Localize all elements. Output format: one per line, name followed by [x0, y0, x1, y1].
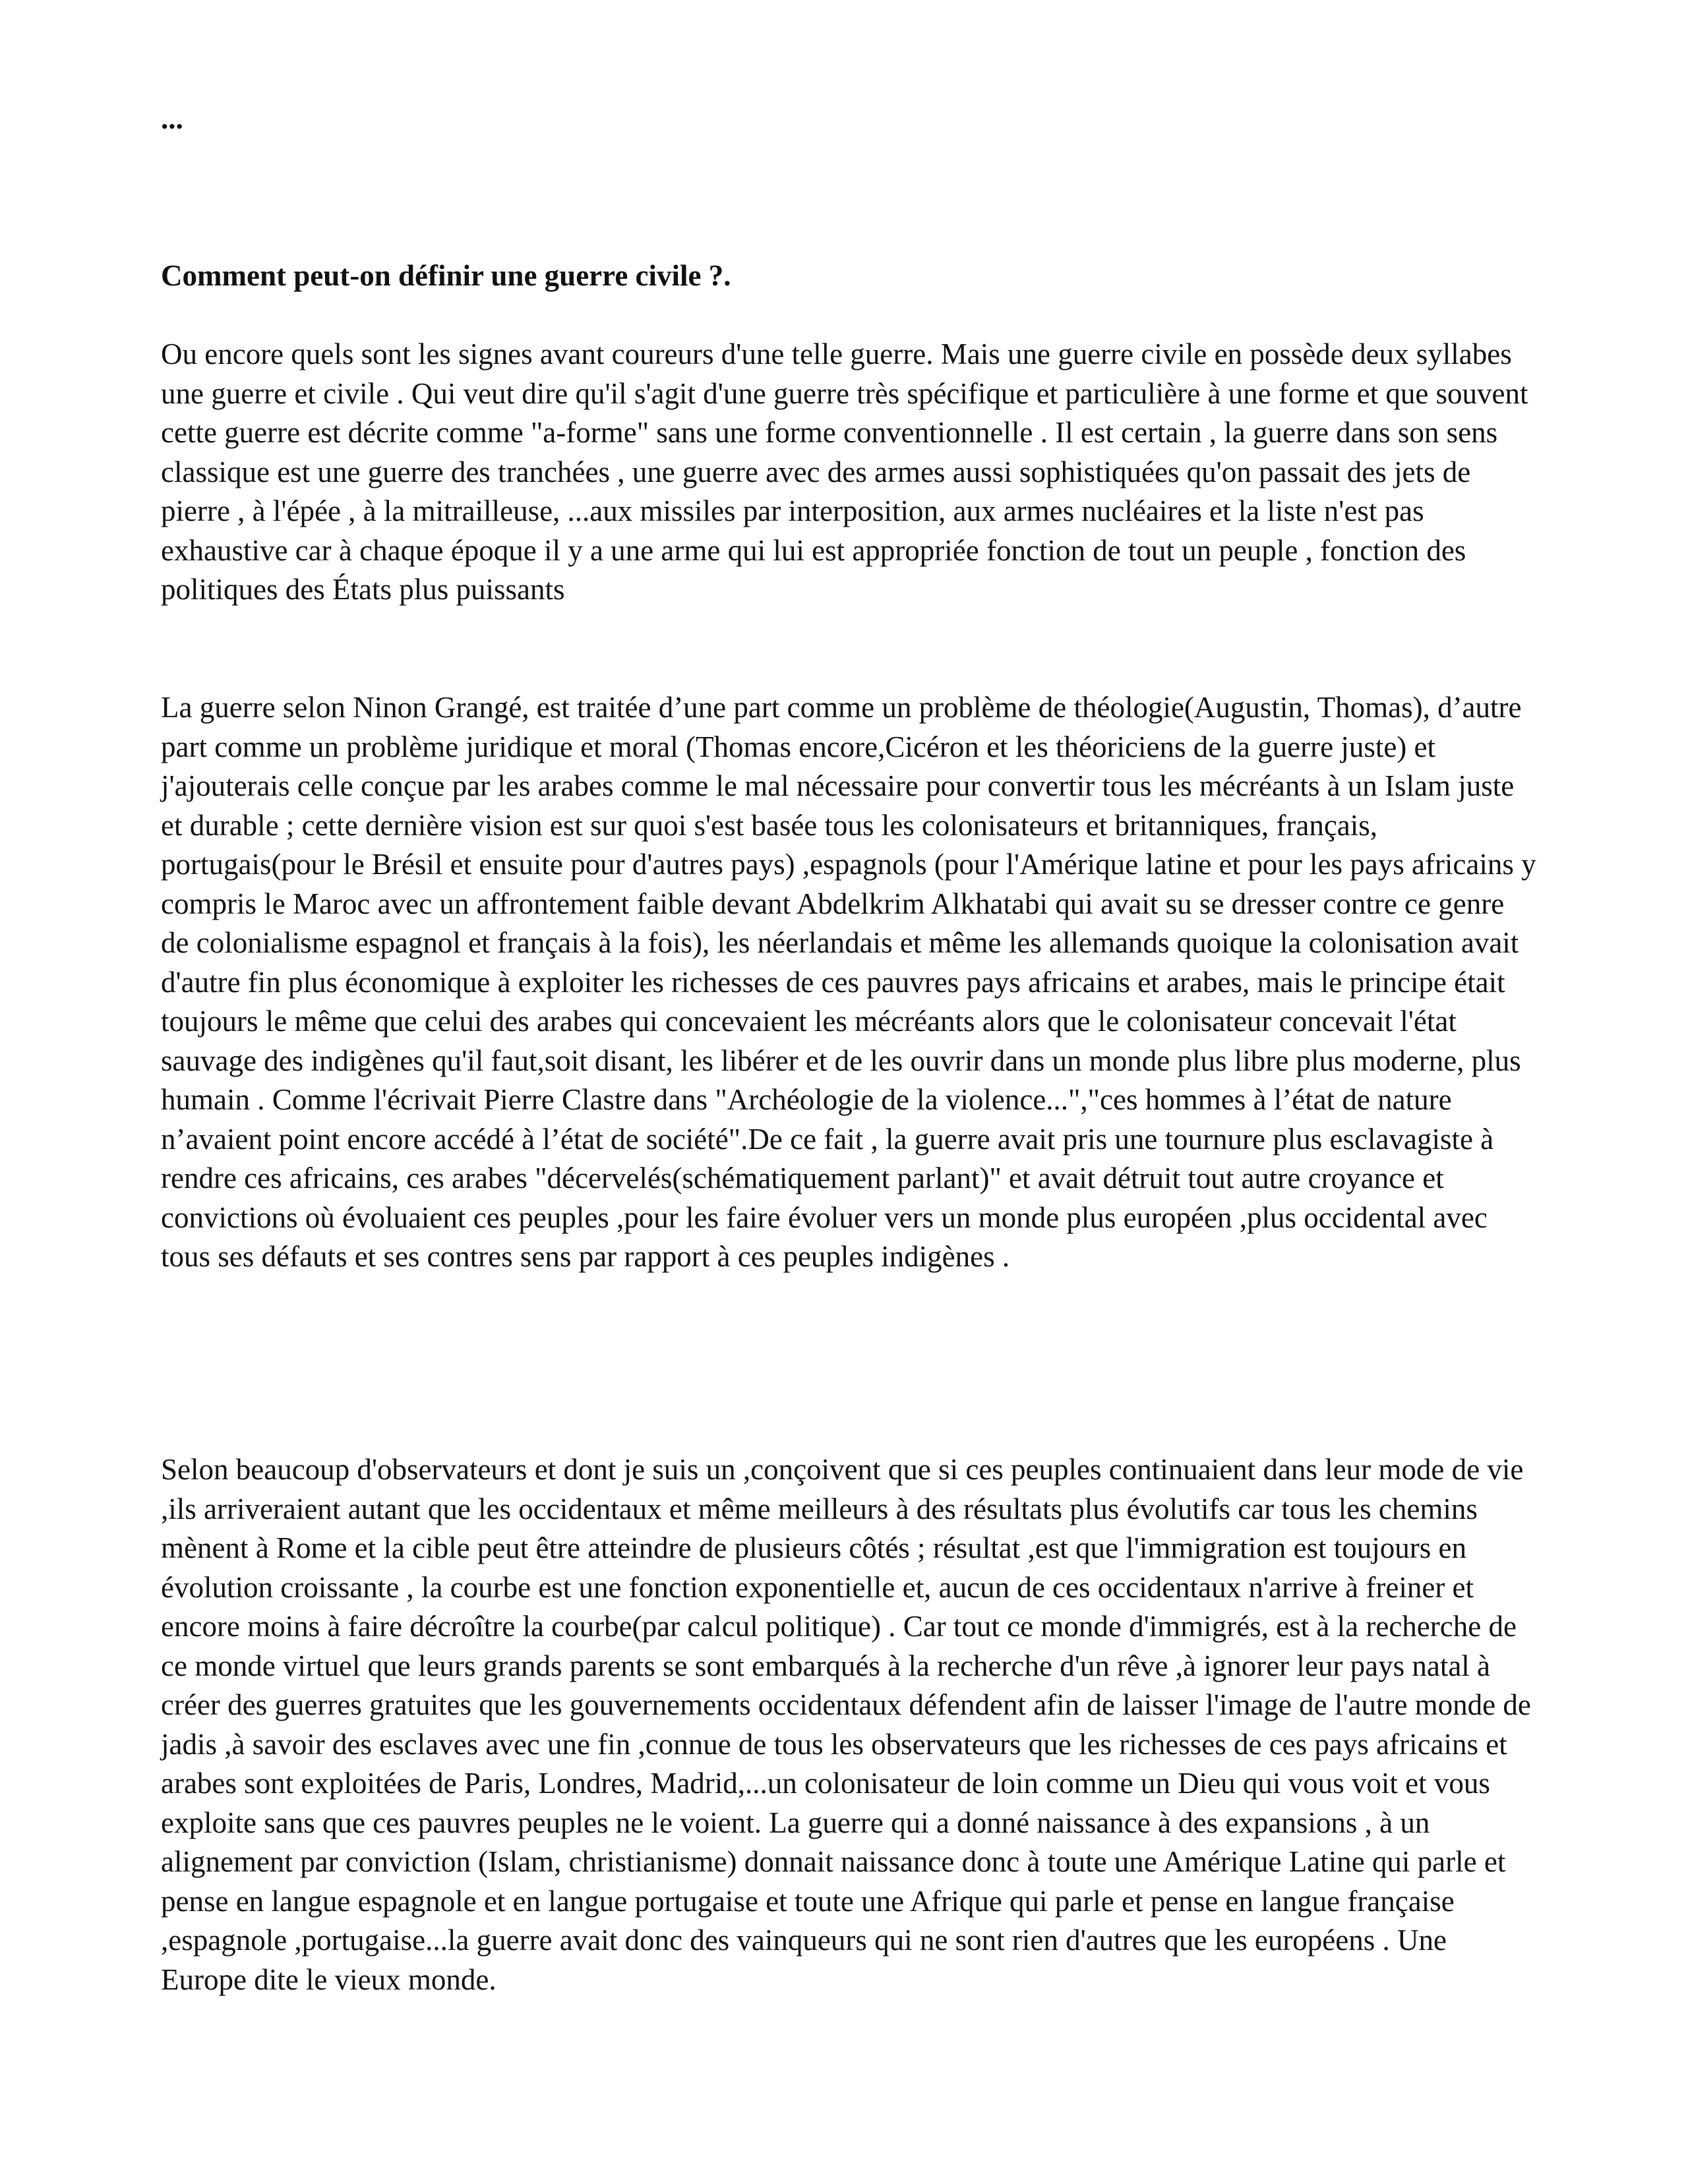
document-title: Comment peut-on définir une guerre civile ?. — [161, 259, 731, 292]
paragraph-1: Ou encore quels sont les signes avant coureurs d'une telle guerre. Mais une guerre civile en possède deux syllabes une guerre et civile . Qui veut dire qu'il s'agit d'une guerre très spécifique et particulière à une forme et que souvent cette guerre est décrite comme "a-forme" sans une forme conventionnelle . Il est certain , la guerre dans son sens classique est une guerre des tranchées , une guerre avec des armes aussi sophistiquées qu'on passait des jets de pierre , à l'épée , à la mitrailleuse, ...aux missiles par interposition, aux armes nucléaires et la liste n'est pas exhaustive car à chaque époque il y a une arme qui lui est appropriée fonction de tout un peuple , fonction des politiques des États plus puissants — [161, 338, 1528, 606]
ellipsis-marker: ... — [161, 102, 183, 135]
document-content — [161, 99, 1539, 1996]
paragraph-2: La guerre selon Ninon Grangé, est traitée d’une part comme un problème de théologie(Augustin, Thomas), d’autre part comme un problème juridique et moral (Thomas encore,Cicéron et les théoriciens de la guerre juste) et j'ajouterais celle conçue par les arabes comme le mal nécessaire pour convertir tous les mécréants à un Islam juste et durable ; cette dernière vision est sur quoi s'est basée tous les colonisateurs et britanniques, français, portugais(pour le Brésil et ensuite pour d'autres pays) ,espagnols (pour l'Amérique latine et pour les pays africains y compris le Maroc avec un affrontement faible devant Abdelkrim Alkhatabi qui avait su se dresser contre ce genre de colonialisme espagnol et français à la fois), les néerlandais et même les allemands quoique la colonisation avait d'autre fin plus économique à exploiter les richesses de ces pauvres pays africains et arabes, mais le principe était toujours le même que celui des arabes qui concevaient les mécréants alors que le colonisateur concevait l'état sauvage des indigènes qu'il faut,soit disant, les libérer et de les ouvrir dans un monde plus libre plus moderne, plus humain . Comme l'écrivait Pierre Clastre dans "Archéologie de la violence...","ces hommes à l’état de nature n’avaient point encore accédé à l’état de société".De ce fait , la guerre avait pris une tournure plus esclavagiste à rendre ces africains, ces arabes "décervelés(schématiquement parlant)" et avait détruit tout autre croyance et convictions où évoluaient ces peuples ,pour les faire évoluer vers un monde plus européen ,plus occidental avec tous ses défauts et ses contres sens par rapport à ces peuples indigènes . — [161, 691, 1536, 1273]
paragraph-3: Selon beaucoup d'observateurs et dont je suis un ,conçoivent que si ces peuples continuaient dans leur mode de vie ,ils arriveraient autant que les occidentaux et même meilleurs à des résultats plus évolutifs car tous les chemins mènent à Rome et la cible peut être atteindre de plusieurs côtés ; résultat ,est que l'immigration est toujours en évolution croissante , la courbe est une fonction exponentielle et, aucun de ces occidentaux n'arrive à freiner et encore moins à faire décroître la courbe(par calcul politique) . Car tout ce monde d'immigrés, est à la recherche de ce monde virtuel que leurs grands parents se sont embarqués à la recherche d'un rêve ,à ignorer leur pays natal à créer des guerres gratuites que les gouvernements occidentaux défendent afin de laisser l'image de l'autre monde de jadis ,à savoir des esclaves avec une fin ,connue de tous les observateurs que les richesses de ces pays africains et arabes sont exploitées de Paris, Londres, Madrid,...un colonisateur de loin comme un Dieu qui vous voit et vous exploite sans que ces pauvres peuples ne le voient. La guerre qui a donné naissance à des expansions , à un alignement par conviction (Islam, christianisme) donnait naissance donc à toute une Amérique Latine qui parle et pense en langue espagnole et en langue portugaise et toute une Afrique qui parle et pense en langue française ,espagnole ,portugaise...la guerre avait donc des vainqueurs qui ne sont rien d'autres que les européens . Une Europe dite le vieux monde. — [161, 1453, 1531, 1996]
